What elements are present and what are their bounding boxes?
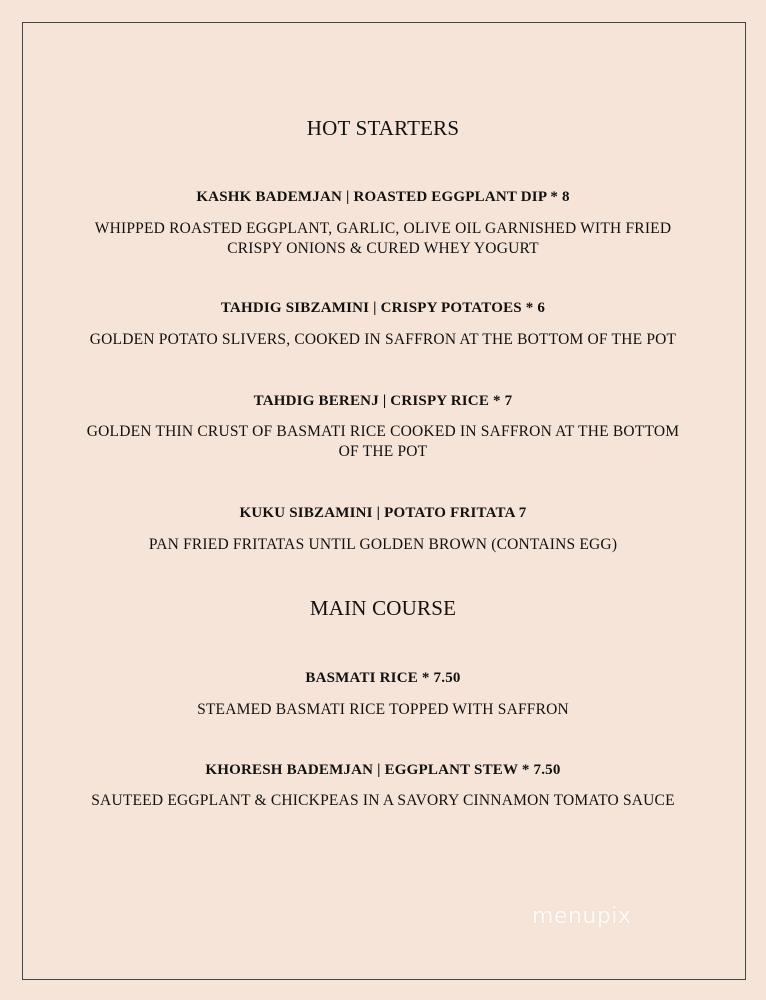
watermark: menupix	[532, 904, 632, 929]
menu-item-name: BASMATI RICE * 7.50	[305, 670, 461, 686]
menu-item-description: WHIPPED ROASTED EGGPLANT, GARLIC, OLIVE OIL GARNISHED WITH FRIED CRISPY ONIONS & CURED WHEY YOGURT	[94, 220, 672, 257]
section-title-hot-starters: HOT STARTERS	[306, 116, 460, 140]
menu-item-name: KUKU SIBZAMINI | POTATO FRITATA 7	[239, 505, 527, 521]
menu-item-name: TAHDIG BERENJ | CRISPY RICE * 7	[253, 393, 513, 409]
menu-item-description: GOLDEN THIN CRUST OF BASMATI RICE COOKED IN SAFFRON AT THE BOTTOM OF THE POT	[86, 423, 680, 460]
menu-item-name: KASHK BADEMJAN | ROASTED EGGPLANT DIP * 8	[196, 189, 570, 205]
menu-item-description: GOLDEN POTATO SLIVERS, COOKED IN SAFFRON AT THE BOTTOM OF THE POT	[89, 331, 677, 348]
page-border	[22, 22, 746, 980]
menu-item-name: KHORESH BADEMJAN | EGGPLANT STEW * 7.50	[205, 762, 561, 778]
menu-item-description: SAUTEED EGGPLANT & CHICKPEAS IN A SAVORY CINNAMON TOMATO SAUCE	[91, 792, 675, 809]
menu-item-name: TAHDIG SIBZAMINI | CRISPY POTATOES * 6	[220, 300, 546, 316]
menu-item-description: PAN FRIED FRITATAS UNTIL GOLDEN BROWN (CONTAINS EGG)	[148, 536, 618, 553]
menu-item-description: STEAMED BASMATI RICE TOPPED WITH SAFFRON	[197, 701, 569, 718]
section-title-main-course: MAIN COURSE	[309, 596, 457, 620]
